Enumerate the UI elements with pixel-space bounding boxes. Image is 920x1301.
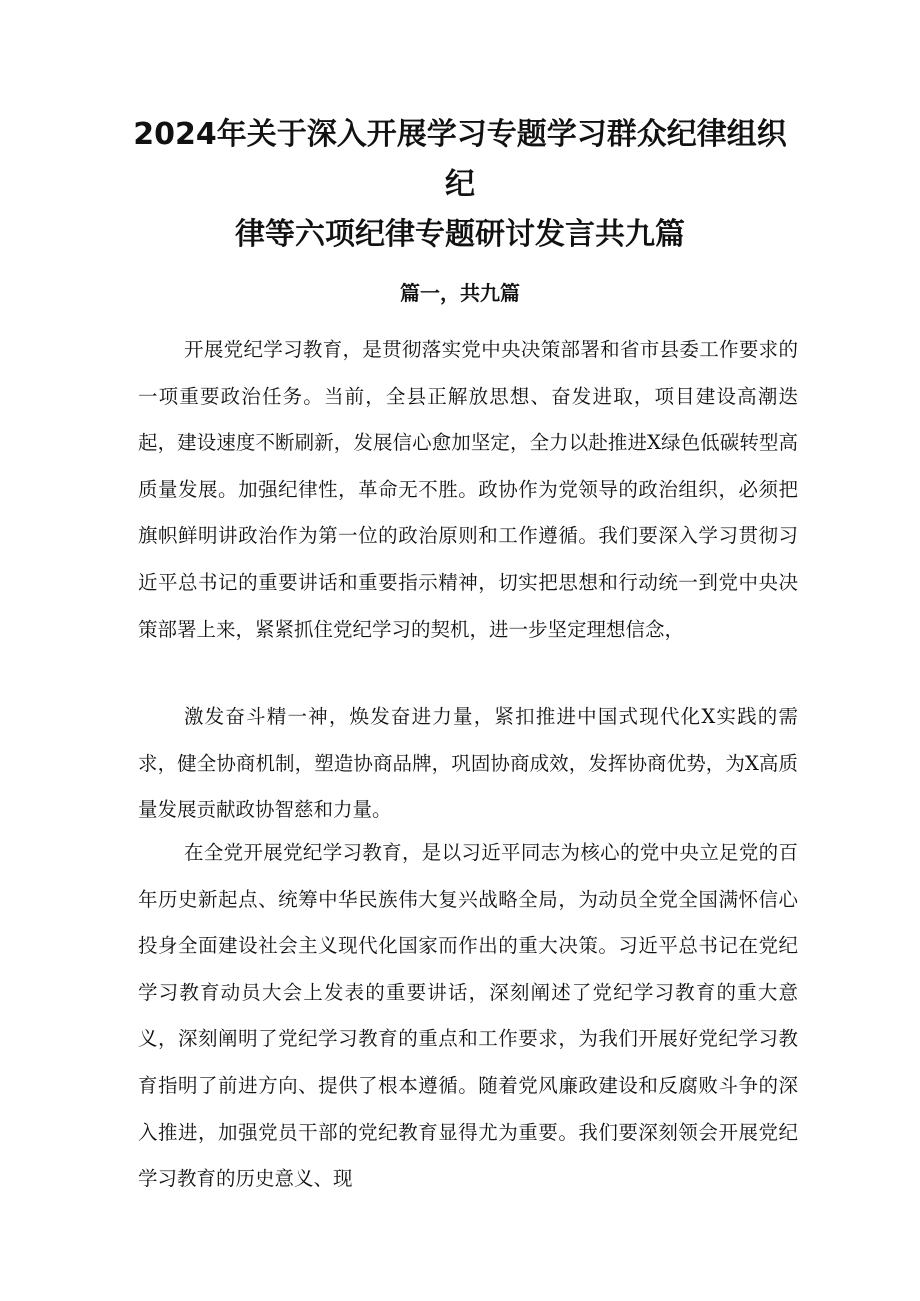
title-line-2: 律等六项纪律专题研讨发言共九篇 [235, 217, 685, 252]
paragraph-2: 激发奋斗精一神，焕发奋进力量，紧扣推进中国式现代化X实践的需求，健全协商机制，塑造协商品牌，巩固协商成效，发挥协商优势，为X高质量发展贡献政协智慈和力量。 [138, 705, 798, 822]
document-title [120, 110, 800, 260]
paragraph-1: 开展党纪学习教育，是贯彻落实党中央决策部署和省市县委工作要求的一项重要政治任务。当前，全县正解放思想、奋发进取，项目建设高潮迭起，建设速度不断刷新，发展信心愈加坚定，全力以赴推进X绿色低碳转型高质量发展。加强纪律性，革命无不胜。政协作为党领导的政治组织，必须把旗帜鲜明讲政治作为第一位的政治原则和工作遵循。我们要深入学习贯彻习近平总书记的重要讲话和重要指示精神，切实把思想和行动统一到党中央决策部署上来，紧紧抓住党纪学习的契机，进一步坚定理想信念， [138, 338, 798, 641]
title-line-1: 2024年关于深入开展学习专题学习群众纪律组织纪 [133, 117, 787, 202]
paragraph-3: 在全党开展党纪学习教育，是以习近平同志为核心的党中央立足党的百年历史新起点、统筹中华民族伟大复兴战略全局，为动员全党全国满怀信心投身全面建设社会主义现代化国家而作出的重大决策。习近平总书记在党纪学习教育动员大会上发表的重要讲话，深刻阐述了党纪学习教育的重大意义，深刻阐明了党纪学习教育的重点和工作要求，为我们开展好党纪学习教育指明了前进方向、提供了根本遵循。随着党风廉政建设和反腐败斗争的深入推进，加强党员干部的党纪教育显得尤为重要。我们要深刻领会开展党纪学习教育的历史意义、现 [138, 841, 798, 1191]
section-heading: 篇一，共九篇 [400, 281, 520, 305]
